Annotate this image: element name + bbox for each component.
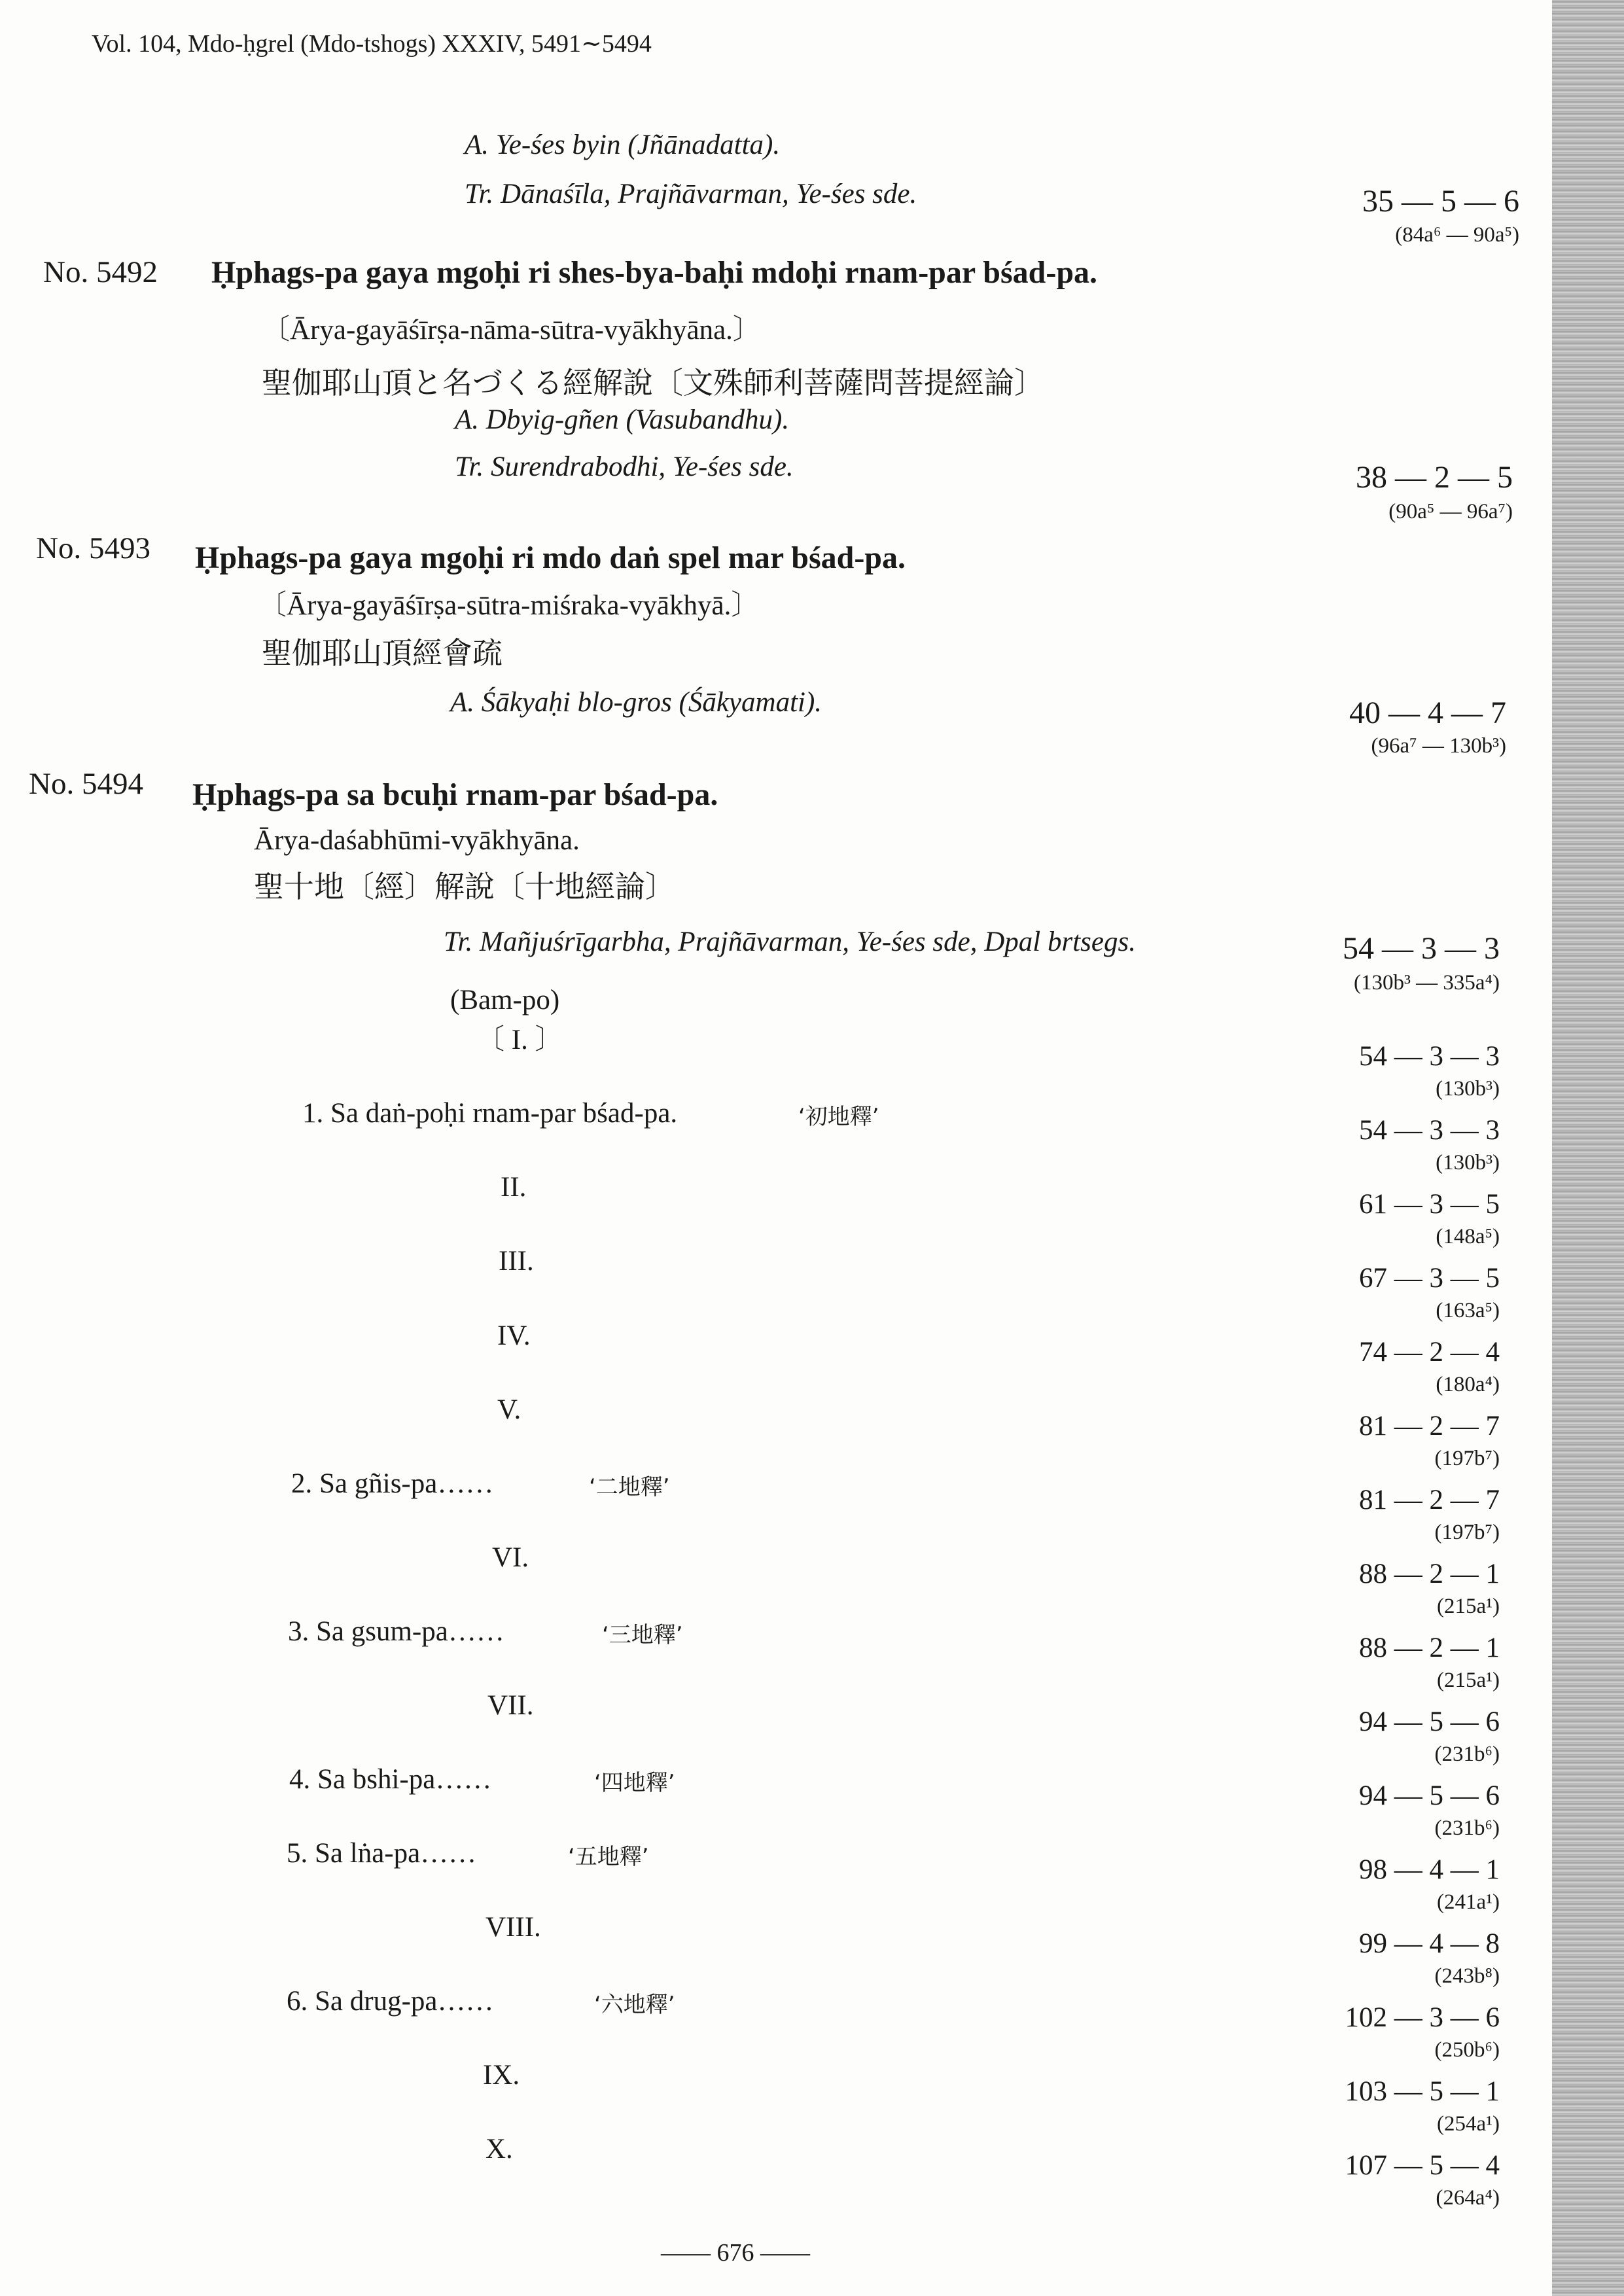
entry-5492-sanskrit: 〔Ārya-gayāśīrṣa-nāma-sūtra-vyākhyāna.〕 xyxy=(262,315,761,345)
entry-5494-title: Ḥphags-pa sa bcuḥi rnam-par bśad-pa. xyxy=(192,777,718,812)
index-ref: 99 — 4 — 8 xyxy=(1359,1928,1500,1959)
entry-5493-title: Ḥphags-pa gaya mgoḥi ri mdo daṅ spel mar bśad-pa. xyxy=(195,540,906,575)
index-label: 〔 I. 〕 xyxy=(476,1025,563,1055)
index-jp-gloss: ‘四地釋’ xyxy=(594,1770,675,1796)
index-label: III. xyxy=(499,1246,534,1277)
entry-5493-sanskrit: 〔Ārya-gayāśīrṣa-sūtra-miśraka-vyākhyā.〕 xyxy=(258,590,760,621)
index-label: VI. xyxy=(492,1542,529,1573)
index-folio: (197b⁷) xyxy=(1434,1521,1500,1544)
index-folio: (264a⁴) xyxy=(1436,2186,1500,2210)
bampo-label: (Bam-po) xyxy=(450,985,560,1016)
index-label: 6. Sa drug-pa…… xyxy=(287,1986,494,2017)
index-label: IV. xyxy=(497,1320,531,1351)
entry-5493-folio: (96a⁷ — 130b³) xyxy=(1371,734,1506,758)
entry-5493-japanese: 聖伽耶山頂經會疏 xyxy=(262,635,503,671)
index-folio: (180a⁴) xyxy=(1436,1373,1500,1396)
index-ref: 54 — 3 — 3 xyxy=(1359,1115,1500,1146)
index-folio: (231b⁶) xyxy=(1434,1742,1500,1766)
index-folio: (130b³) xyxy=(1436,1077,1500,1101)
entry-5493-author: A. Śākyaḥi blo-gros (Śākyamati). xyxy=(450,687,822,718)
index-label: 1. Sa daṅ-poḥi rnam-par bśad-pa. xyxy=(302,1098,678,1129)
page-number: —— 676 —— xyxy=(661,2239,810,2267)
entry-5494-translators: Tr. Mañjuśrīgarbha, Prajñāvarman, Ye-śes sde, Dpal brtsegs. xyxy=(444,927,1136,957)
index-ref: 102 — 3 — 6 xyxy=(1345,2002,1500,2033)
index-label: 5. Sa lṅa-pa…… xyxy=(287,1838,477,1869)
index-label: VIII. xyxy=(485,1912,541,1943)
index-jp-gloss: ‘初地釋’ xyxy=(798,1104,879,1130)
scan-edge xyxy=(1552,0,1624,2296)
index-jp-gloss: ‘三地釋’ xyxy=(602,1622,683,1648)
index-folio: (130b³) xyxy=(1436,1151,1500,1174)
index-label: 3. Sa gsum-pa…… xyxy=(288,1616,504,1647)
entry-5493-ref: 40 — 4 — 7 xyxy=(1349,696,1506,730)
index-label: IX. xyxy=(483,2060,520,2091)
entry-5492-number: No. 5492 xyxy=(43,255,158,289)
index-ref: 98 — 4 — 1 xyxy=(1359,1854,1500,1885)
index-jp-gloss: ‘六地釋’ xyxy=(594,1992,675,2018)
entry-5491-ref: 35 — 5 — 6 xyxy=(1362,184,1519,219)
entry-5492-translators: Tr. Surendrabodhi, Ye-śes sde. xyxy=(455,451,794,482)
entry-5491-translators: Tr. Dānaśīla, Prajñāvarman, Ye-śes sde. xyxy=(465,179,917,209)
entry-5494-folio: (130b³ — 335a⁴) xyxy=(1353,971,1500,995)
index-label: 2. Sa gñis-pa…… xyxy=(291,1468,494,1499)
index-ref: 88 — 2 — 1 xyxy=(1359,1559,1500,1589)
entry-5492-japanese: 聖伽耶山頂と名づくる經解說〔文殊師利菩薩問菩提經論〕 xyxy=(262,365,1044,400)
entry-5491-author: A. Ye-śes byin (Jñānadatta). xyxy=(465,130,781,160)
entry-5492-ref: 38 — 2 — 5 xyxy=(1356,460,1513,495)
entry-5492-title: Ḥphags-pa gaya mgoḥi ri shes-bya-baḥi mdoḥi rnam-par bśad-pa. xyxy=(211,255,1098,290)
index-folio: (241a¹) xyxy=(1436,1890,1500,1914)
index-label: VII. xyxy=(487,1690,534,1721)
index-ref: 94 — 5 — 6 xyxy=(1359,1780,1500,1811)
index-folio: (197b⁷) xyxy=(1434,1447,1500,1470)
index-folio: (163a⁵) xyxy=(1436,1299,1500,1322)
index-folio: (231b⁶) xyxy=(1434,1816,1500,1840)
entry-5494-japanese: 聖十地〔經〕解說〔十地經論〕 xyxy=(254,869,675,904)
index-ref: 107 — 5 — 4 xyxy=(1345,2150,1500,2181)
index-ref: 103 — 5 — 1 xyxy=(1345,2076,1500,2107)
index-ref: 88 — 2 — 1 xyxy=(1359,1633,1500,1663)
index-folio: (250b⁶) xyxy=(1434,2038,1500,2062)
entry-5493-number: No. 5493 xyxy=(36,531,150,565)
entry-5494-sanskrit: Ārya-daśabhūmi-vyākhyāna. xyxy=(254,825,580,856)
running-header: Vol. 104, Mdo-ḥgrel (Mdo-tshogs) XXXIV, 5491∼5494 xyxy=(92,30,652,58)
index-jp-gloss: ‘五地釋’ xyxy=(568,1844,649,1870)
index-folio: (148a⁵) xyxy=(1436,1225,1500,1248)
entry-5492-author: A. Dbyig-gñen (Vasubandhu). xyxy=(455,404,790,435)
index-label: 4. Sa bshi-pa…… xyxy=(289,1764,492,1795)
entry-5492-folio: (90a⁵ — 96a⁷) xyxy=(1388,500,1513,523)
index-jp-gloss: ‘二地釋’ xyxy=(589,1474,670,1500)
index-label: X. xyxy=(485,2134,513,2164)
index-folio: (254a¹) xyxy=(1436,2112,1500,2136)
entry-5491-folio: (84a⁶ — 90a⁵) xyxy=(1395,223,1519,247)
index-folio: (215a¹) xyxy=(1436,1595,1500,1618)
entry-5494-ref: 54 — 3 — 3 xyxy=(1343,931,1500,966)
index-ref: 81 — 2 — 7 xyxy=(1359,1485,1500,1515)
index-ref: 61 — 3 — 5 xyxy=(1359,1189,1500,1220)
entry-5494-number: No. 5494 xyxy=(29,767,143,801)
index-label: V. xyxy=(497,1394,521,1425)
index-ref: 54 — 3 — 3 xyxy=(1359,1041,1500,1072)
index-ref: 81 — 2 — 7 xyxy=(1359,1411,1500,1441)
index-folio: (215a¹) xyxy=(1436,1669,1500,1692)
index-ref: 67 — 3 — 5 xyxy=(1359,1263,1500,1294)
index-ref: 94 — 5 — 6 xyxy=(1359,1706,1500,1737)
index-folio: (243b⁸) xyxy=(1434,1964,1500,1988)
index-label: II. xyxy=(501,1172,527,1203)
index-ref: 74 — 2 — 4 xyxy=(1359,1337,1500,1368)
